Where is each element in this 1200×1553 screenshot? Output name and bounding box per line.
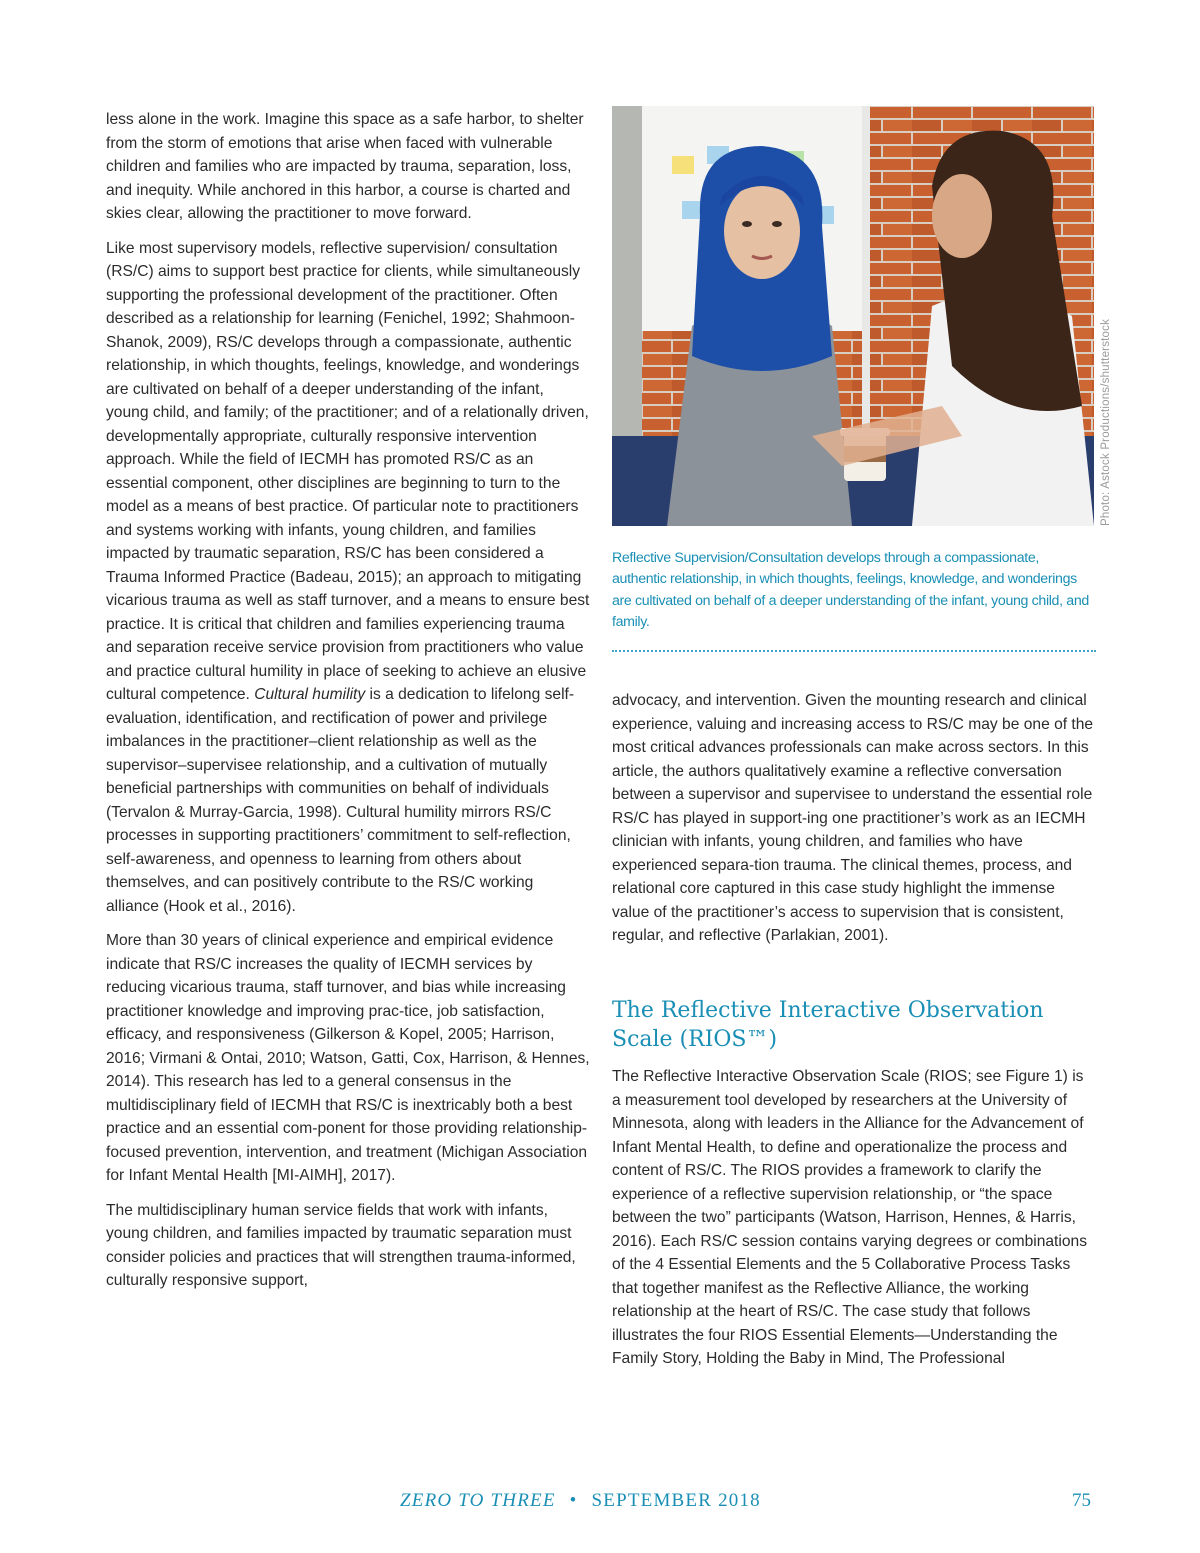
paragraph-text: is a dedication to lifelong self-evaluation, identification, and rectification of power and privilege imbalances in the practitioner–client relationship as well as the supervisor–supervisee relationship, and a cultivation of mutually beneficial partnerships with communities on behalf of individuals (Tervalon & Murray-Garcia, 1998). Cultural humility mirrors RS/C processes in supporting practitioners’ commitment to self-reflection, self-awareness, and openness to learning from others about themselves, and can positively contribute to the RS/C working alliance (Hook et al., 2016). bbox=[106, 686, 575, 915]
left-column bbox=[106, 108, 590, 1304]
section-heading: The Reflective Interactive Observation Scale (RIOS™) bbox=[612, 998, 1044, 1052]
page-number: 75 bbox=[1072, 1490, 1091, 1511]
paragraph-text: Like most supervisory models, reflective supervision/ consultation (RS/C) aims to support best practice for clients, while simultaneously supporting the professional development of the practitioner. Often described as a relationship for learning (Fenichel, 1992; Shahmoon-Shanok, 2009), RS/C develops through a compassionate, authentic relationship, in which thoughts, feelings, knowledge, and wonderings are cultivated on behalf of a deeper understanding of the infant, young child, and family; of the practitioner; and of a relationally driven, developmentally appropriate, culturally responsive intervention approach. While the field of IECMH has promoted RS/C as an essential component, other disciplines are beginning to turn to the model as a means of best practice. Of particular note to practitioners and systems working with infants, young children, and families impacted by traumatic separation, RS/C has been considered a Trauma Informed Practice (Badeau, 2015); an approach to mitigating vicarious trauma as well as staff turnover, and a means to ensure best practice. It is critical that children and families experiencing trauma and separation receive service provision from practitioners who value and practice cultural humility in place of seeking to achieve an elusive cultural competence. bbox=[106, 239, 590, 703]
emphasis-term: Cultural humility bbox=[254, 686, 366, 703]
photo-credit-text: Photo: Astock Productions/shutterstock bbox=[1100, 318, 1112, 526]
page-footer bbox=[0, 1490, 1200, 1516]
body-paragraph bbox=[106, 237, 590, 919]
photo-caption: Reflective Supervision/Consultation develops through a compassionate, authentic relationship, in which thoughts, feelings, knowledge, and wonderings are cultivated on behalf of a deeper understanding of the infant, young child, and family. bbox=[612, 550, 1089, 630]
footer-separator: • bbox=[569, 1490, 578, 1511]
publication-name: ZERO TO THREE bbox=[400, 1490, 556, 1511]
body-paragraph: advocacy, and intervention. Given the mounting research and clinical experience, valuing and increasing access to RS/C may be one of the most critical advances professionals can make across sectors. In this article, the authors qualitatively examine a reflective conversation between a supervisor and supervisee to understand the essential role RS/C has played in support-ing one practitioner’s work as an IECMH clinician with infants, young children, and families who have experienced separa-tion trauma. The clinical themes, process, and relational core captured in this case study highlight the immense value of the practitioner’s access to supervision that is consistent, regular, and reflective (Parlakian, 2001). bbox=[612, 692, 1094, 944]
issue-date: SEPTEMBER 2018 bbox=[591, 1490, 761, 1511]
body-paragraph: The Reflective Interactive Observation Scale (RIOS; see Figure 1) is a measurement tool developed by researchers at the University of Minnesota, along with leaders in the Alliance for the Advancement of Infant Mental Health, to define and operationalize the process and content of RS/C. The RIOS provides a framework to clarify the experience of a reflective supervision relationship, or “the space between the two” participants (Watson, Harrison, Hennes, & Harris, 2016). Each RS/C session contains varying degrees or combinations of the 4 Essential Elements and the 5 Collaborative Process Tasks that together manifest as the Reflective Alliance, the working relationship at the heart of RS/C. The case study that follows illustrates the four RIOS Essential Elements—Understanding the Family Story, Holding the Baby in Mind, The Professional bbox=[612, 1068, 1087, 1367]
photo-credit bbox=[1100, 318, 1114, 766]
right-column-bottom bbox=[612, 1065, 1096, 1382]
caption-divider bbox=[612, 650, 1096, 652]
article-photo bbox=[612, 106, 1094, 526]
body-paragraph: More than 30 years of clinical experience and empirical evidence indicate that RS/C increases the quality of IECMH services by reducing vicarious trauma, staff turnover, and bias while increasing practitioner knowledge and improving prac-tice, job satisfaction, efficacy, and responsiveness (Gilkerson & Kopel, 2005; Harrison, 2016; Virmani & Ontai, 2010; Watson, Gatti, Cox, Harrison, & Hennes, 2014). This research has led to a general consensus in the multidisciplinary field of IECMH that RS/C is inextricably both a best practice and an essential com-ponent for those providing relationship-focused prevention, intervention, and treatment (Michigan Association for Infant Mental Health [MI-AIMH], 2017). bbox=[106, 932, 590, 1184]
body-paragraph: less alone in the work. Imagine this space as a safe harbor, to shelter from the storm of emotions that arise when faced with vulnerable children and families who are impacted by trauma, separation, loss, and inequity. While anchored in this harbor, a course is charted and skies clear, allowing the practitioner to move forward. bbox=[106, 111, 584, 222]
footer-publication bbox=[400, 1490, 761, 1512]
right-column-top bbox=[612, 689, 1096, 959]
photo-illustration bbox=[612, 106, 1094, 526]
body-paragraph: The multidisciplinary human service fields that work with infants, young children, and families impacted by traumatic separation must consider policies and practices that will strengthen trauma-informed, culturally responsive support, bbox=[106, 1201, 576, 1289]
